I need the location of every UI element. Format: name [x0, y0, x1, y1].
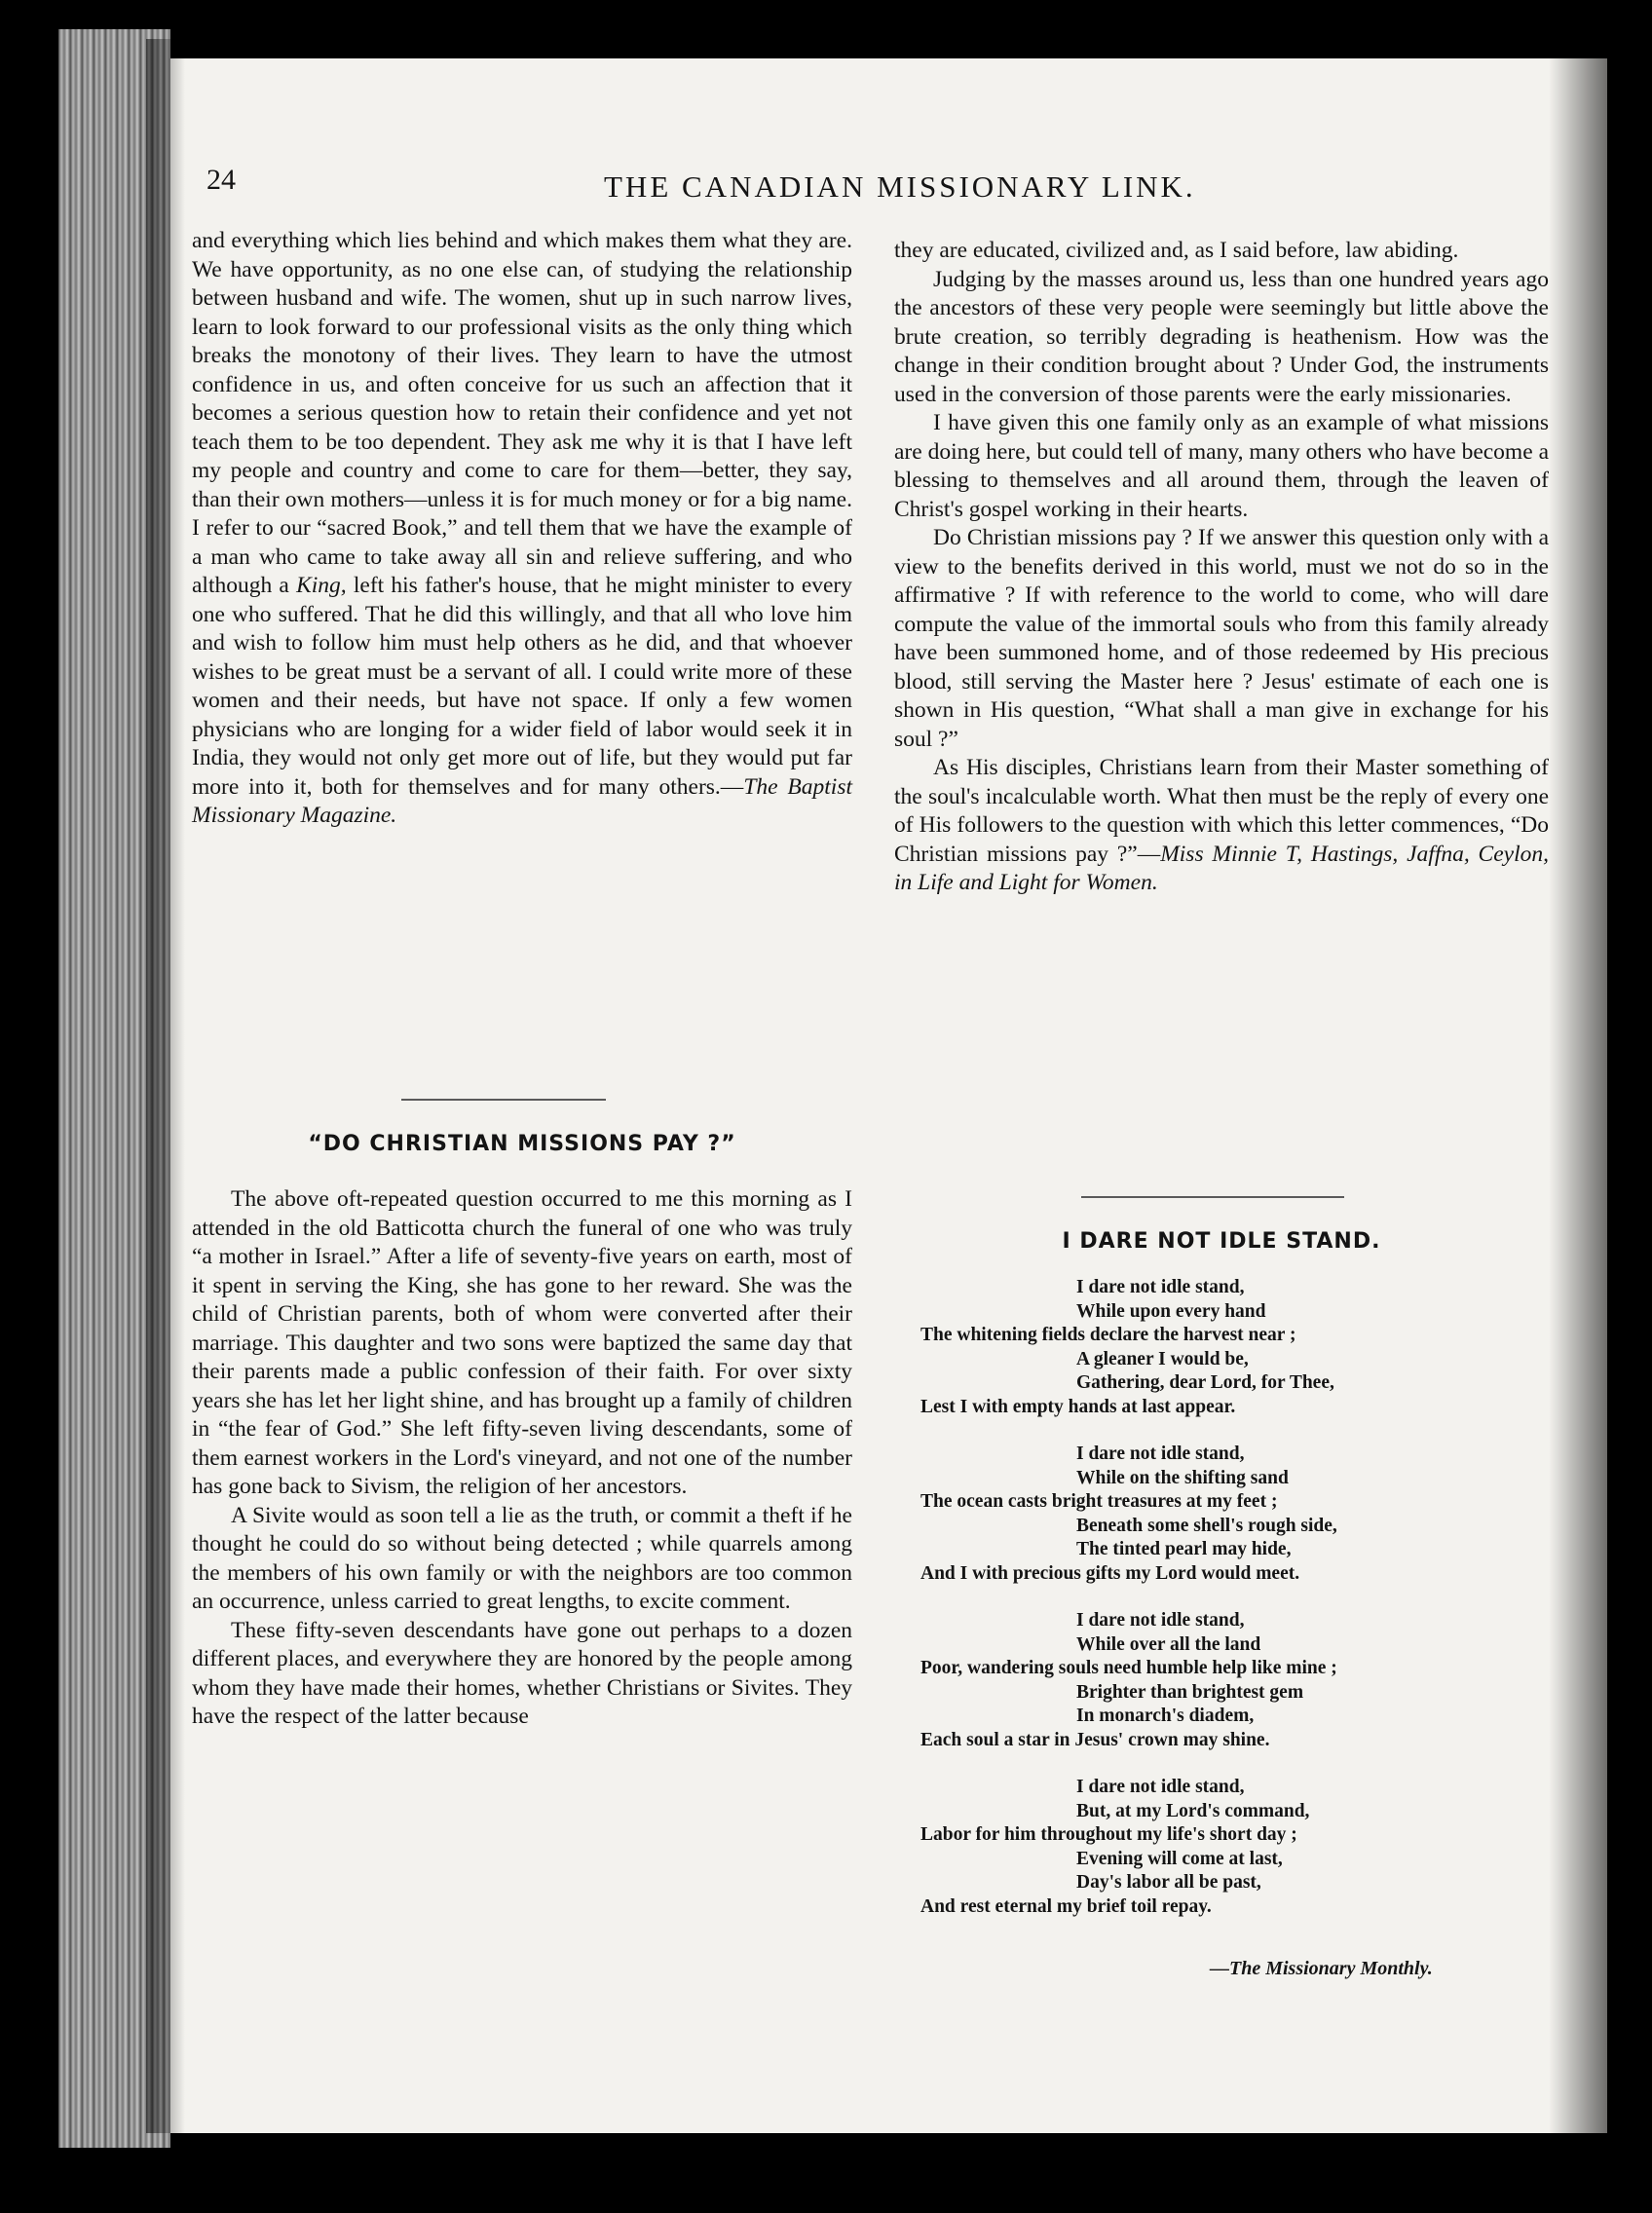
left-column-continued-article [192, 227, 852, 831]
right-column-article [894, 237, 1549, 898]
poem-line: Lest I with empty hands at last appear. [920, 1396, 1236, 1417]
article-paragraph: and everything which lies behind and which makes them what they are. We have opportunity, as no one else can, of studying the relationship between husband and wife. The women, shut up in such narrow lives, learn to look forward to our professional visits as the only thing which breaks the monotony of their lives. They learn to have the utmost confidence in us, and often conceive for us such an affection that it becomes a serious question how to retain their confidence and yet not teach them to be too dependent. They ask me why it is that I have left my people and country and come to care for them—better, they say, than their own mothers—unless it is for much money or for a big name. I refer to our “sacred Book,” and tell them that we have the example of a man who came to take away all sin and relieve suffering, and who although a King, left his father's house, that he might minister to every one who suffered. That he did this willingly, and that all who love him and wish to follow him must help others as he did, and that whoever wishes to be great must be a servant of all. I could write more of these women and their needs, but have not space. If only a few women physicians who are longing for a wider field of labor would seek it in India, they would not only get more out of life, but they would put far more into it, both for themselves and for many others.—The Baptist Missionary Magazine. [192, 228, 853, 828]
poem-line: The ocean casts bright treasures at my feet ; [920, 1491, 1278, 1512]
section-divider [1081, 1196, 1344, 1198]
poem-line: Evening will come at last, [1076, 1848, 1283, 1869]
poem-line: In monarch's diadem, [1076, 1706, 1255, 1726]
poem-line: While upon every hand [1076, 1300, 1266, 1322]
page-number: 24 [206, 164, 236, 196]
poem-line: Beneath some shell's rough side, [1076, 1515, 1337, 1536]
article-paragraph: The above oft-repeated question occurred to me this morning as I attended in the old Batticotta church the funeral of one who was truly “a mother in Israel.” After a life of seventy-five years on earth, most of it spent in serving the King, she has gone to her reward. She was the child of Christian parents, both of whom were converted after their marriage. This daughter and two sons were baptized the same day that their parents made a public confession of their faith. For over sixty years she has let her light shine, and has brought up a family of children in “the fear of God.” She left fifty-seven living descendants, some of them earnest workers in the Lord's vineyard, and not one of the number has gone back to Sivism, the religion of her ancestors. [192, 1186, 852, 1499]
page-header [206, 164, 1502, 212]
poem-line: I dare not idle stand, [1076, 1444, 1245, 1464]
poem-line: And rest eternal my brief toil repay. [920, 1895, 1212, 1917]
poem-line: Brighter than brightest gem [1076, 1681, 1304, 1703]
emphasis-king: King, [296, 573, 347, 598]
poem-line: Each soul a star in Jesus' crown may shine. [920, 1729, 1270, 1750]
poem-line: While over all the land [1076, 1633, 1261, 1655]
binding-shadow [146, 39, 185, 2133]
article-paragraph: These fifty-seven descendants have gone out perhaps to a dozen different places, and everywhere they are honored by the people among whom they have made their homes, whether Christians or Sivites. They have the respect of the latter because [192, 1617, 852, 1729]
article-paragraph: Judging by the masses around us, less than one hundred years ago the ancestors of these very people were seemingly but little above the brute creation, so terribly degrading is heathenism. How was the change in their condition brought about ? Under God, the instruments used in the conversion of those parents were the early missionaries. [894, 266, 1549, 407]
article-paragraph: Do Christian missions pay ? If we answer this question only with a view to the benefits derived in this world, must we not do so in the affirmative ? If with reference to the world to come, who will dare compute the value of the immortal souls who from this family already have been summoned home, and of those redeemed by His precious blood, still serving the Master here ? Jesus' estimate of each one is shown in His question, “What shall a man give in exchange for his soul ?” [894, 525, 1549, 752]
poem-line: And I with precious gifts my Lord would meet. [920, 1562, 1300, 1584]
poem-line: Labor for him throughout my life's short day ; [920, 1824, 1297, 1845]
poem-title: I DARE NOT IDLE STAND. [1062, 1229, 1381, 1254]
article-heading: “DO CHRISTIAN MISSIONS PAY ?” [308, 1132, 736, 1156]
poem-line: Poor, wandering souls need humble help like mine ; [920, 1658, 1337, 1678]
poem-line: I dare not idle stand, [1076, 1277, 1245, 1297]
article-paragraph: they are educated, civilized and, as I said before, law abiding. [894, 238, 1459, 263]
poem-stanza [920, 1609, 1563, 1752]
poem-source: —The Missionary Monthly. [1210, 1958, 1433, 1979]
poem [920, 1276, 1563, 1942]
article-paragraph: I have given this one family only as an example of what missions are doing here, but could tell of many, many others who have become a blessing to themselves and all around them, through the leaven of Christ's gospel working in their hearts. [894, 410, 1549, 522]
article-source: The Baptist Missionary Magazine. [192, 773, 852, 828]
poem-line: But, at my Lord's command, [1076, 1800, 1310, 1821]
poem-line: Day's labor all be past, [1076, 1872, 1261, 1893]
poem-line: While on the shifting sand [1076, 1467, 1289, 1488]
poem-line: I dare not idle stand, [1076, 1777, 1245, 1797]
poem-line: A gleaner I would be, [1076, 1348, 1249, 1369]
article-paragraph: A Sivite would as soon tell a lie as the truth, or commit a theft if he thought he could do so without being detected ; while quarrels among the members of his own family or with the neighbors are too common an occurrence, unless carried to great lengths, to excite comment. [192, 1502, 852, 1614]
article-source: Miss Minnie T, Hastings, Jaffna, Ceylon, in Life and Light for Women. [894, 841, 1549, 895]
poem-line: I dare not idle stand, [1076, 1610, 1245, 1631]
left-column-article [192, 1185, 852, 1732]
poem-line: The tinted pearl may hide, [1076, 1539, 1292, 1559]
poem-stanza [920, 1443, 1563, 1586]
poem-line: Gathering, dear Lord, for Thee, [1076, 1372, 1334, 1393]
running-title: THE CANADIAN MISSIONARY LINK. [604, 169, 1196, 204]
article-paragraph: As His disciples, Christians learn from their Master something of the soul's incalculable worth. What then must be the reply of every one of His followers to the question with which this letter commences, “Do Christian missions pay ?”—Miss Minnie T, Hastings, Jaffna, Ceylon, in Life and Light for Women. [894, 755, 1549, 895]
poem-line: The whitening fields declare the harvest near ; [920, 1325, 1296, 1345]
poem-stanza [920, 1776, 1563, 1919]
section-divider [401, 1099, 606, 1101]
poem-stanza [920, 1276, 1563, 1419]
